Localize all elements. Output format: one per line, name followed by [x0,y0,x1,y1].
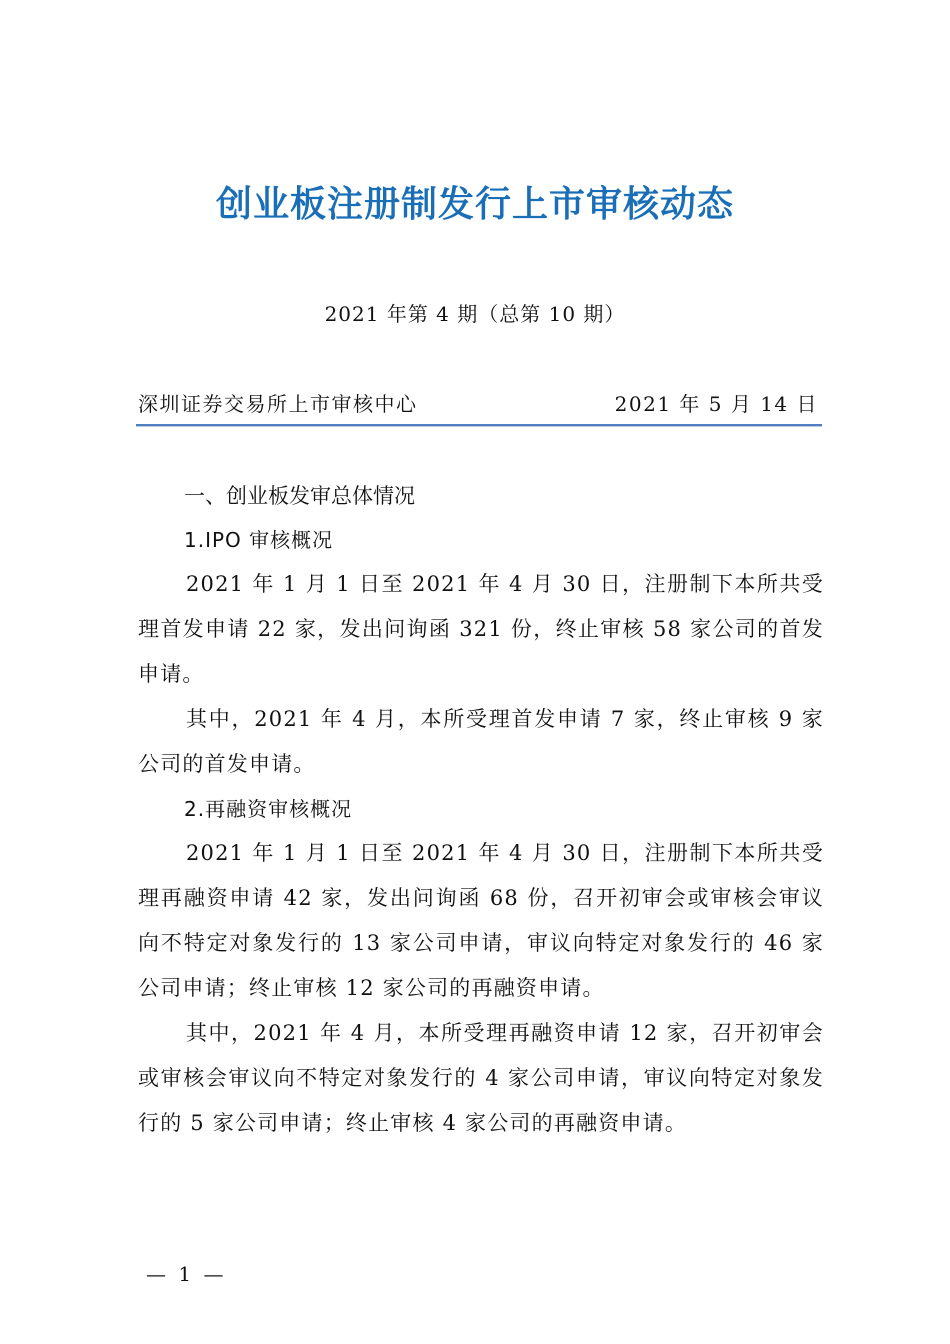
page-number: — 1 — [146,1262,227,1286]
issuer-name: 深圳证券交易所上市审核中心 [138,392,418,416]
issue-number: 2021 年第 4 期（总第 10 期） [324,302,626,326]
issue-date: 2021 年 5 月 14 日 [614,392,818,416]
refinancing-subheading: 2.再融资审核概况 [184,797,353,821]
section-heading: 一、创业板发审总体情况 [184,484,415,508]
ipo-subheading: 1.IPO 审核概况 [184,528,334,552]
refinancing-paragraph-1: 2021 年 1 月 1 日至 2021 年 4 月 30 日，注册制下本所共受理再融资申请 42 家，发出问询函 68 份，召开初审会或审核会审议向不特定对象发行的 13 家公司申请，审议向特定对象发行的 46 家公司申请；终止审核 12 家公司的再融资申请。 [138,841,824,1000]
header-divider [136,424,822,427]
document-body [138,474,824,1146]
ipo-paragraph-1: 2021 年 1 月 1 日至 2021 年 4 月 30 日，注册制下本所共受理首发申请 22 家，发出问询函 321 份，终止审核 58 家公司的首发申请。 [138,572,824,686]
refinancing-paragraph-2: 其中，2021 年 4 月，本所受理再融资申请 12 家，召开初审会或审核会审议向不特定对象发行的 4 家公司申请，审议向特定对象发行的 5 家公司申请；终止审核 4 家公司的再融资申请。 [138,1021,824,1135]
document-title: 创业板注册制发行上市审核动态 [215,184,734,225]
ipo-paragraph-2: 其中，2021 年 4 月，本所受理首发申请 7 家，终止审核 9 家公司的首发申请。 [138,707,824,776]
header-row [138,388,822,420]
